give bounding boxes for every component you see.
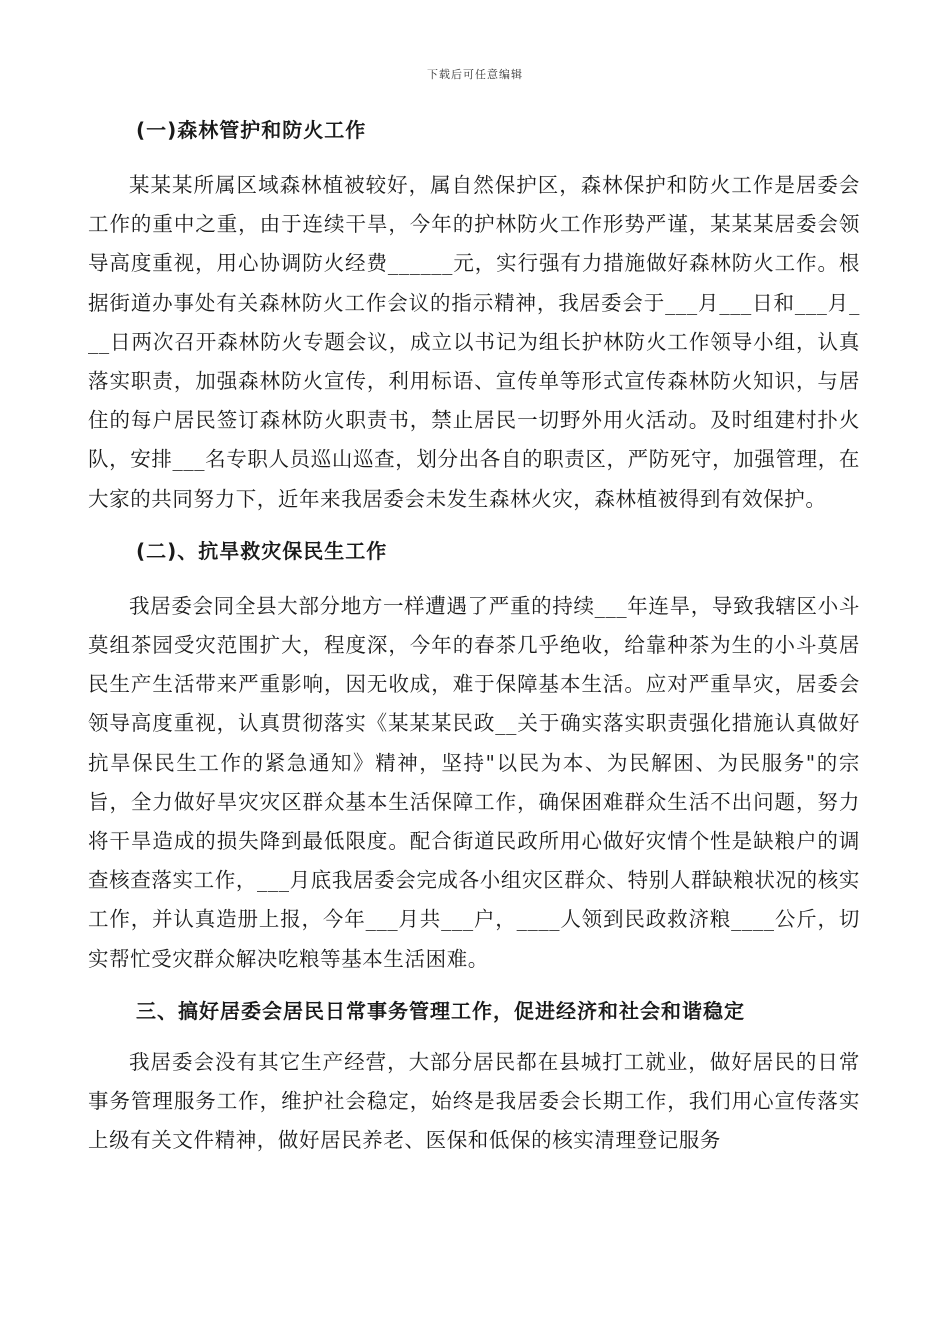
- section-paragraph-drought-relief: 我居委会同全县大部分地方一样遭遇了严重的持续___年连旱，导致我辖区小斗莫组茶园受灾范围扩大，程度深，今年的春茶几乎绝收，给靠种茶为生的小斗莫居民生产生活带来严重影响，因无收成，难于保障基本生活。应对严重旱灾，居委会领导高度重视，认真贯彻落实《某某某民政__关于确实落实职责强化措施认真做好抗旱保民生工作的紧急通知》精神，坚持"以民为本、为民解困、为民服务"的宗旨，全力做好旱灾灾区群众基本生活保障工作，确保困难群众生活不出问题，努力将干旱造成的损失降到最低限度。配合街道民政所用心做好灾情个性是缺粮户的调查核查落实工作，___月底我居委会完成各小组灾区群众、特别人群缺粮状况的核实工作，并认真造册上报，今年___月共___户，____人领到民政救济粮____公斤，切实帮忙受灾群众解决吃粮等基本生活困难。: [88, 593, 860, 971]
- section-paragraph-forest-fire: 某某某所属区域森林植被较好，属自然保护区，森林保护和防火工作是居委会工作的重中之重，由于连续干旱，今年的护林防火工作形势严谨，某某某居委会领导高度重视，用心协调防火经费______元，实行强有力措施做好森林防火工作。根据街道办事处有关森林防火工作会议的指示精神，我居委会于___月___日和___月___日两次召开森林防火专题会议，成立以书记为组长护林防火工作领导小组，认真落实职责，加强森林防火宣传，利用标语、宣传单等形式宣传森林防火知识，与居住的每户居民签订森林防火职责书，禁止居民一切野外用火活动。及时组建村扑火队，安排___名专职人员巡山巡查，划分出各自的职责区，严防死守，加强管理，在大家的共同努力下，近年来我居委会未发生森林火灾，森林植被得到有效保护。: [88, 173, 860, 511]
- section-paragraph-resident-affairs: 我居委会没有其它生产经营，大部分居民都在县城打工就业，做好居民的日常事务管理服务工作，维护社会稳定，始终是我居委会长期工作，我们用心宣传落实上级有关文件精神，做好居民养老、医保和低保的核实清理登记服务: [88, 1049, 860, 1153]
- section-heading-drought-relief: (二)、抗旱救灾保民生工作: [136, 538, 388, 563]
- section-heading-resident-affairs: 三、搞好居委会居民日常事务管理工作，促进经济和社会和谐稳定: [136, 998, 745, 1023]
- section-heading-forest-fire: (一)森林管护和防火工作: [136, 118, 367, 142]
- document-body: [88, 112, 860, 1160]
- page-header-note: 下载后可任意编辑: [427, 68, 523, 81]
